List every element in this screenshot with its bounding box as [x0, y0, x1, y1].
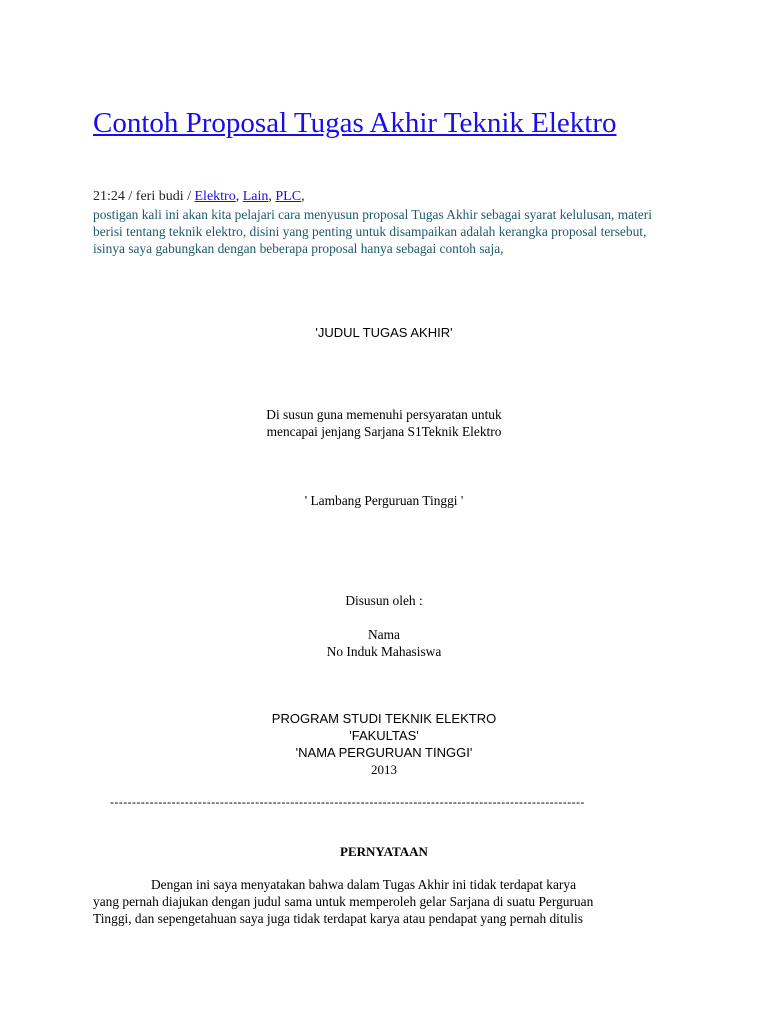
cover-nim: No Induk Mahasiswa	[326, 644, 442, 659]
pernyataan-line: yang pernah diajukan dengan judul sama untuk memperoleh gelar Sarjana di suatu Perguruan	[93, 894, 594, 909]
cover-lambang: ' Lambang Perguruan Tinggi '	[304, 493, 464, 508]
post-meta: 21:24 / feri budi / Elektro, Lain, PLC,	[93, 189, 305, 204]
category-link-lain[interactable]: Lain	[242, 189, 269, 204]
cover-disusun-oleh: Disusun oleh :	[345, 593, 423, 608]
post-time: 21:24	[93, 189, 125, 204]
cover-perguruan-tinggi: 'NAMA PERGURUAN TINGGI'	[295, 745, 473, 760]
article-title	[93, 105, 653, 141]
pernyataan-line: Dengan ini saya menyatakan bahwa dalam Tugas Akhir ini tidak terdapat karya	[151, 877, 577, 892]
section-divider: ------------------------------------------------------------------------------------------------------------	[110, 795, 585, 809]
cover-title: 'JUDUL TUGAS AKHIR'	[315, 325, 453, 340]
cover-fakultas: 'FAKULTAS'	[349, 728, 419, 743]
meta-trailing-comma: ,	[301, 189, 305, 204]
cover-author	[0, 626, 768, 660]
cover-purpose-line: mencapai jenjang Sarjana S1Teknik Elektro	[266, 424, 502, 439]
cover-purpose-line: Di susun guna memenuhi persyaratan untuk	[266, 407, 502, 422]
intro-paragraph: postigan kali ini akan kita pelajari cara menyusun proposal Tugas Akhir sebagai syarat kelulusan, materi berisi tentang teknik elektro, disini yang penting untuk disampaikan adalah kerangka proposal tersebut, isinya saya gabungkan dengan beberapa proposal hanya sebagai contoh saja,	[93, 207, 652, 256]
cover-nama: Nama	[368, 627, 400, 642]
cover-purpose	[0, 406, 768, 440]
pernyataan-heading: PERNYATAAN	[340, 844, 428, 859]
post-author: feri budi	[135, 189, 184, 204]
cover-program-studi: PROGRAM STUDI TEKNIK ELEKTRO	[271, 711, 497, 726]
cover-institution	[0, 710, 768, 778]
pernyataan-body	[93, 876, 673, 927]
cover-year: 2013	[371, 762, 397, 777]
meta-separator: /	[183, 189, 195, 204]
article-title-link[interactable]: Contoh Proposal Tugas Akhir Teknik Elektro	[93, 107, 617, 139]
pernyataan-line: Tinggi, dan sepengetahuan saya juga tidak terdapat karya atau pendapat yang pernah ditulis	[93, 911, 583, 926]
meta-separator: /	[124, 189, 136, 204]
category-link-plc[interactable]: PLC	[275, 189, 302, 204]
category-link-elektro[interactable]: Elektro	[194, 189, 236, 204]
